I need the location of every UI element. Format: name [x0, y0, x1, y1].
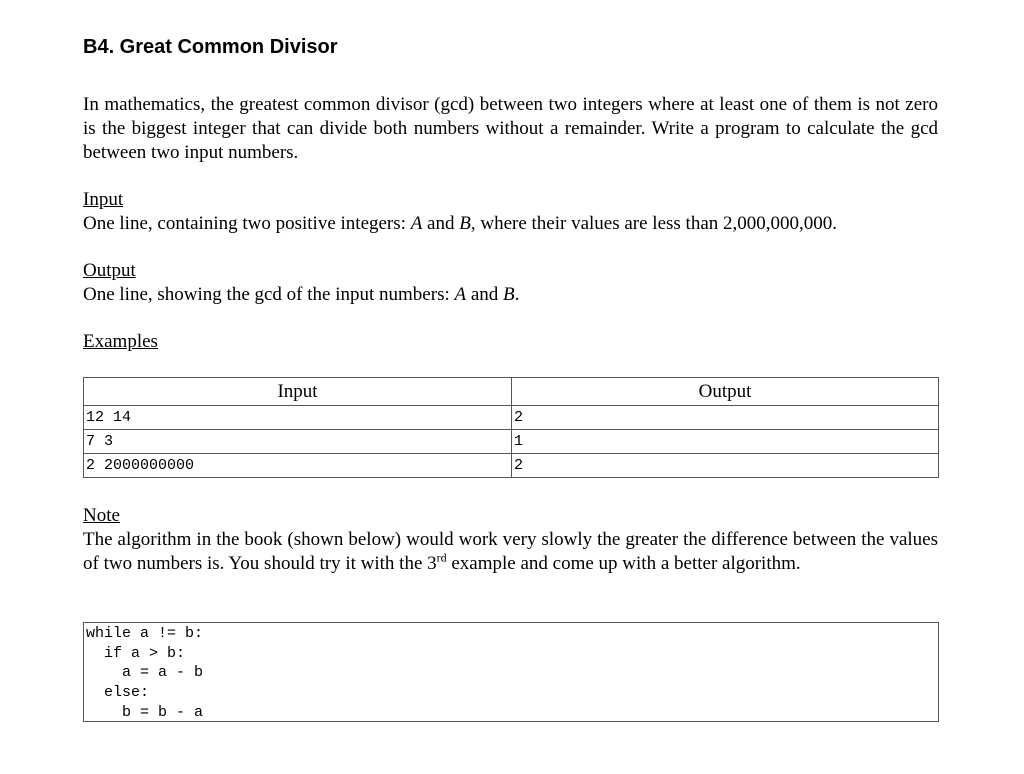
problem-title: B4. Great Common Divisor — [83, 36, 338, 58]
var-b: B — [503, 284, 515, 305]
text: and — [422, 213, 460, 234]
examples-table-wrap — [83, 377, 938, 478]
table-row — [84, 430, 939, 454]
example-input: 7 3 — [84, 430, 512, 454]
example-input: 12 14 — [84, 406, 512, 430]
input-heading: Input — [83, 189, 124, 210]
var-a: A — [454, 284, 467, 305]
example-output: 2 — [512, 454, 939, 478]
examples-heading: Examples — [83, 331, 158, 352]
text: , where their values are less than 2,000,000,000. — [470, 213, 838, 234]
table-row — [84, 406, 939, 430]
examples-table — [83, 377, 939, 478]
var-a: A — [410, 213, 423, 234]
table-row — [84, 454, 939, 478]
header-input: Input — [84, 378, 512, 406]
input-description — [83, 212, 938, 236]
ordinal-suffix: rd — [436, 550, 447, 565]
text: example and come up with a better algorithm. — [446, 553, 801, 574]
text: One line, containing two positive integers: — [83, 213, 411, 234]
text: and — [466, 284, 504, 305]
var-b: B — [459, 213, 471, 234]
output-heading: Output — [83, 260, 136, 281]
output-description — [83, 283, 938, 307]
header-output: Output — [512, 378, 939, 406]
example-output: 1 — [512, 430, 939, 454]
text: . — [514, 284, 520, 305]
note-paragraph — [83, 528, 938, 576]
code-block: while a != b: if a > b: a = a - b else: b = b - a — [83, 622, 939, 722]
example-input: 2 2000000000 — [84, 454, 512, 478]
text: The algorithm in the book (shown below) would work very slowly the greater the difference between the values of two numbers is. You should try it with the 3 — [83, 529, 938, 574]
example-output: 2 — [512, 406, 939, 430]
text: One line, showing the gcd of the input numbers: — [83, 284, 455, 305]
note-heading: Note — [83, 505, 120, 526]
table-header-row — [84, 378, 939, 406]
intro-paragraph: In mathematics, the greatest common divisor (gcd) between two integers where at least one of them is not zero is the biggest integer that can divide both numbers without a remainder. Write a program to calculate the gcd between two input numbers. — [83, 94, 938, 163]
